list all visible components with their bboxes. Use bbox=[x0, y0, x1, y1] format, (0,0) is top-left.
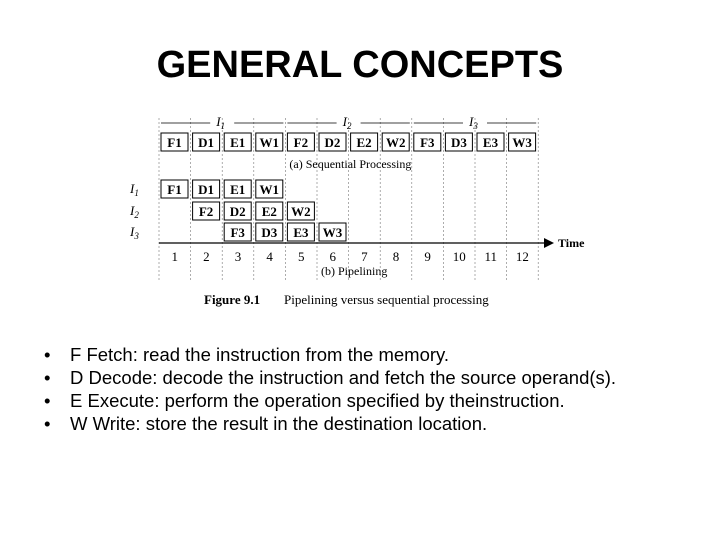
time-tick-label: 1 bbox=[171, 249, 179, 264]
pipeline-caption: (b) Pipelining bbox=[321, 264, 388, 278]
instruction-span-label: $I_2$ bbox=[342, 114, 352, 131]
write-definition: W Write: store the result in the destination location. bbox=[70, 413, 488, 434]
bullet-marker: • bbox=[44, 413, 51, 434]
time-tick-label: 8 bbox=[392, 249, 400, 264]
pipeline-stage-label: F2 bbox=[198, 204, 214, 219]
sequential-stage-label: F1 bbox=[167, 135, 182, 150]
pipeline-stage-label: W2 bbox=[291, 204, 311, 219]
decode-definition: D Decode: decode the instruction and fetch the source operand(s). bbox=[70, 367, 617, 388]
time-axis-label: Time bbox=[558, 236, 585, 250]
sequential-stage-label: E2 bbox=[356, 135, 372, 150]
sequential-caption: (a) Sequential Processing bbox=[289, 157, 412, 171]
sequential-stage-label: D2 bbox=[324, 135, 341, 150]
pipeline-row-label: $I_1$ bbox=[130, 181, 139, 198]
pipeline-stage-label: F3 bbox=[230, 225, 245, 240]
bullet-marker: • bbox=[44, 344, 51, 365]
time-tick-label: 9 bbox=[424, 249, 431, 264]
figure-caption-number: Figure 9.1 bbox=[204, 292, 261, 307]
time-tick-label: 2 bbox=[203, 249, 210, 264]
time-tick-label: 10 bbox=[452, 249, 466, 264]
instruction-span-label: $I_1$ bbox=[216, 114, 226, 131]
pipeline-figure bbox=[126, 110, 585, 310]
time-tick-label: 4 bbox=[266, 249, 273, 264]
time-tick-label: 5 bbox=[297, 249, 305, 264]
time-tick-label: 7 bbox=[361, 249, 368, 264]
sequential-stage-label: E1 bbox=[230, 135, 246, 150]
pipeline-stage-label: D1 bbox=[198, 182, 215, 197]
pipeline-stage-label: E2 bbox=[261, 204, 277, 219]
pipeline-stage-label: D2 bbox=[229, 204, 246, 219]
time-tick-label: 12 bbox=[515, 249, 529, 264]
time-tick-label: 11 bbox=[484, 249, 498, 264]
pipeline-stage-label: E3 bbox=[293, 225, 309, 240]
sequential-stage-label: W2 bbox=[385, 135, 406, 150]
sequential-stage-label: D3 bbox=[450, 135, 467, 150]
pipeline-stage-label: E1 bbox=[230, 182, 246, 197]
sequential-stage-label: D1 bbox=[198, 135, 215, 150]
time-tick-label: 6 bbox=[329, 249, 337, 264]
bullet-marker: • bbox=[44, 390, 51, 411]
pipeline-row-label: $I_2$ bbox=[130, 203, 139, 220]
sequential-stage-label: W1 bbox=[259, 135, 280, 150]
list-item bbox=[44, 389, 616, 412]
instruction-span-label: $I_3$ bbox=[469, 114, 478, 131]
time-axis-arrow bbox=[544, 238, 554, 248]
pipeline-stage-label: D3 bbox=[261, 225, 278, 240]
fetch-definition: F Fetch: read the instruction from the memory. bbox=[70, 344, 450, 365]
list-item bbox=[44, 343, 616, 366]
time-tick-label: 3 bbox=[234, 249, 242, 264]
pipeline-row-label: $I_3$ bbox=[130, 224, 139, 241]
slide-title: GENERAL CONCEPTS bbox=[156, 44, 564, 86]
sequential-stage-label: W3 bbox=[512, 135, 532, 150]
sequential-stage-label: E3 bbox=[482, 135, 499, 150]
list-item bbox=[44, 412, 616, 435]
sequential-stage-label: F3 bbox=[420, 135, 435, 150]
pipeline-stage-label: W1 bbox=[259, 182, 280, 197]
execute-definition: E Execute: perform the operation specified by theinstruction. bbox=[70, 390, 565, 411]
pipeline-stage-label: W3 bbox=[322, 225, 343, 240]
pipeline-stage-label: F1 bbox=[167, 182, 182, 197]
sequential-stage-label: F2 bbox=[293, 135, 309, 150]
definition-list bbox=[44, 343, 616, 435]
bullet-marker: • bbox=[44, 367, 51, 388]
list-item bbox=[44, 366, 616, 389]
figure-caption-text: Pipelining versus sequential processing bbox=[284, 292, 489, 307]
